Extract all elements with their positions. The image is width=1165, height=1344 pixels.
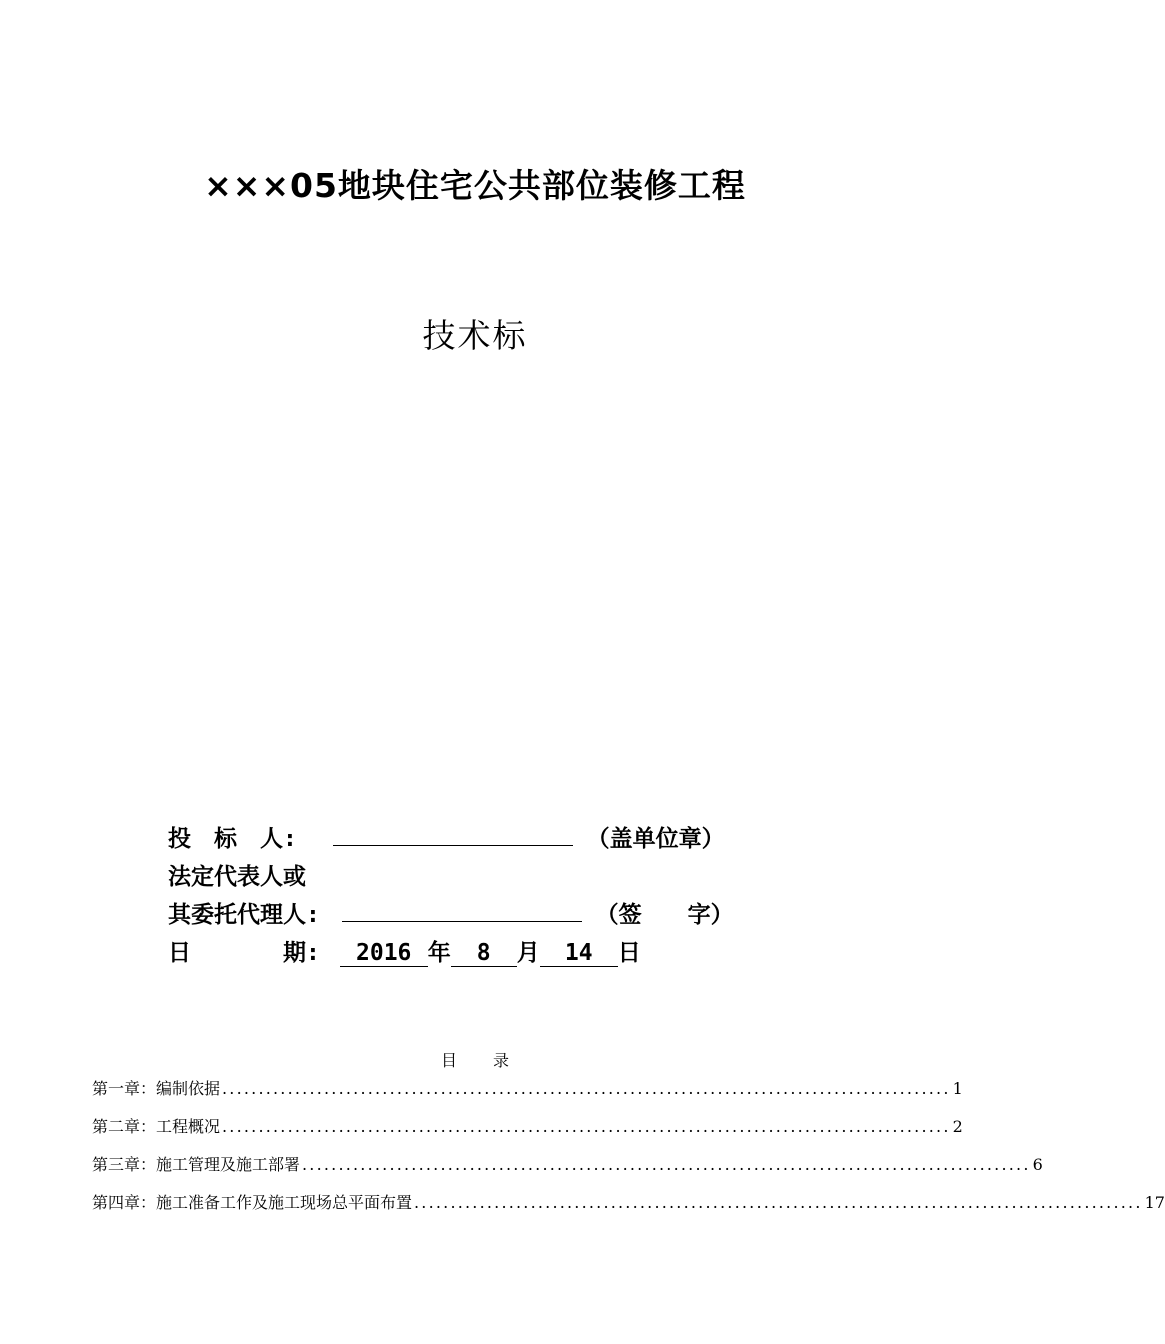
bidder-blank xyxy=(333,821,573,846)
rep-label-line1: 法定代表人或 xyxy=(168,864,306,890)
toc-leader: .................................................................................................... xyxy=(222,1079,951,1098)
document-subtitle: 技术标 xyxy=(422,316,528,355)
document-title: ×××05地块住宅公共部位装修工程 xyxy=(204,166,746,205)
date-year-unit: 年 xyxy=(427,940,451,966)
toc-leader: .................................................................................................... xyxy=(302,1155,1031,1174)
date-label: 日 期: xyxy=(168,940,320,966)
date-day-unit: 日 xyxy=(617,940,641,966)
toc-heading-a: 目 xyxy=(440,1051,457,1070)
toc-entry[interactable] xyxy=(92,1076,963,1099)
toc-entry-title: 第二章：工程概况 xyxy=(92,1117,221,1136)
date-month: 8 xyxy=(451,940,517,967)
bidder-note: （盖单位章） xyxy=(586,826,725,852)
toc-entry-title: 第三章：施工管理及施工部署 xyxy=(92,1155,301,1174)
toc-heading-b: 录 xyxy=(493,1051,510,1070)
rep-blank xyxy=(342,897,582,922)
toc-entry[interactable] xyxy=(92,1152,1043,1175)
toc-leader: .................................................................................................... xyxy=(222,1117,951,1136)
date-month-unit: 月 xyxy=(516,940,540,966)
bidder-row xyxy=(168,820,725,853)
toc-entry[interactable] xyxy=(92,1190,1165,1213)
toc-entry-page: 6 xyxy=(1032,1155,1043,1174)
toc-entry-page: 17 xyxy=(1144,1193,1165,1212)
toc-entry-page: 1 xyxy=(952,1079,963,1098)
toc-entry-title: 第一章：编制依据 xyxy=(92,1079,221,1098)
rep-label-line2: 其委托代理人: xyxy=(168,902,320,928)
toc-heading xyxy=(0,1048,950,1071)
rep-row xyxy=(168,896,734,929)
date-year: 2016 xyxy=(340,940,428,967)
rep-note: （签 字） xyxy=(595,902,734,928)
rep-label-row xyxy=(168,858,306,891)
toc-entry[interactable] xyxy=(92,1114,963,1137)
date-row xyxy=(168,934,641,967)
toc-entry-page: 2 xyxy=(952,1117,963,1136)
toc-entry-title: 第四章：施工准备工作及施工现场总平面布置 xyxy=(92,1193,413,1212)
date-day: 14 xyxy=(540,940,618,967)
toc-leader: .................................................................................................... xyxy=(414,1193,1143,1212)
bidder-label: 投 标 人: xyxy=(168,826,297,852)
